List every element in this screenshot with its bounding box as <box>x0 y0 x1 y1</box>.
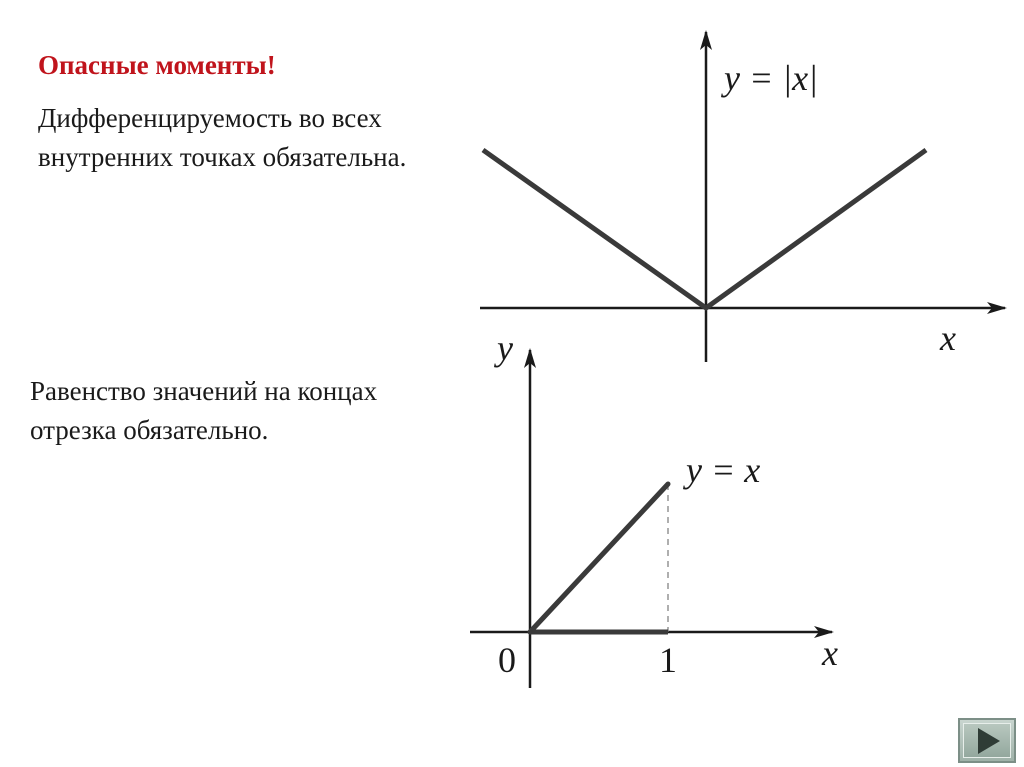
tick-label-one: 1 <box>659 640 677 680</box>
linear-function-label: y = x <box>686 450 761 490</box>
abs-function-label: y = |x| <box>724 58 819 98</box>
abs-function-graph <box>480 32 1005 362</box>
abs-curve <box>483 150 926 308</box>
endpoint-equality-note: Равенство значений на концах отрезка обязательно. <box>30 376 378 445</box>
linear-function-graph <box>470 328 838 688</box>
slide-title: Опасные моменты! <box>38 50 276 80</box>
origin-label: 0 <box>498 640 516 680</box>
linear-x-axis-label: x <box>822 633 838 673</box>
linear-y-axis-label: y <box>497 328 513 368</box>
differentiability-note: Дифференцируемость во всех внутренних точках обязательна. <box>38 103 407 172</box>
abs-x-axis-label: x <box>940 318 956 358</box>
next-slide-button[interactable] <box>958 718 1016 763</box>
play-icon <box>978 728 1000 754</box>
linear-segment-curve <box>530 484 668 632</box>
